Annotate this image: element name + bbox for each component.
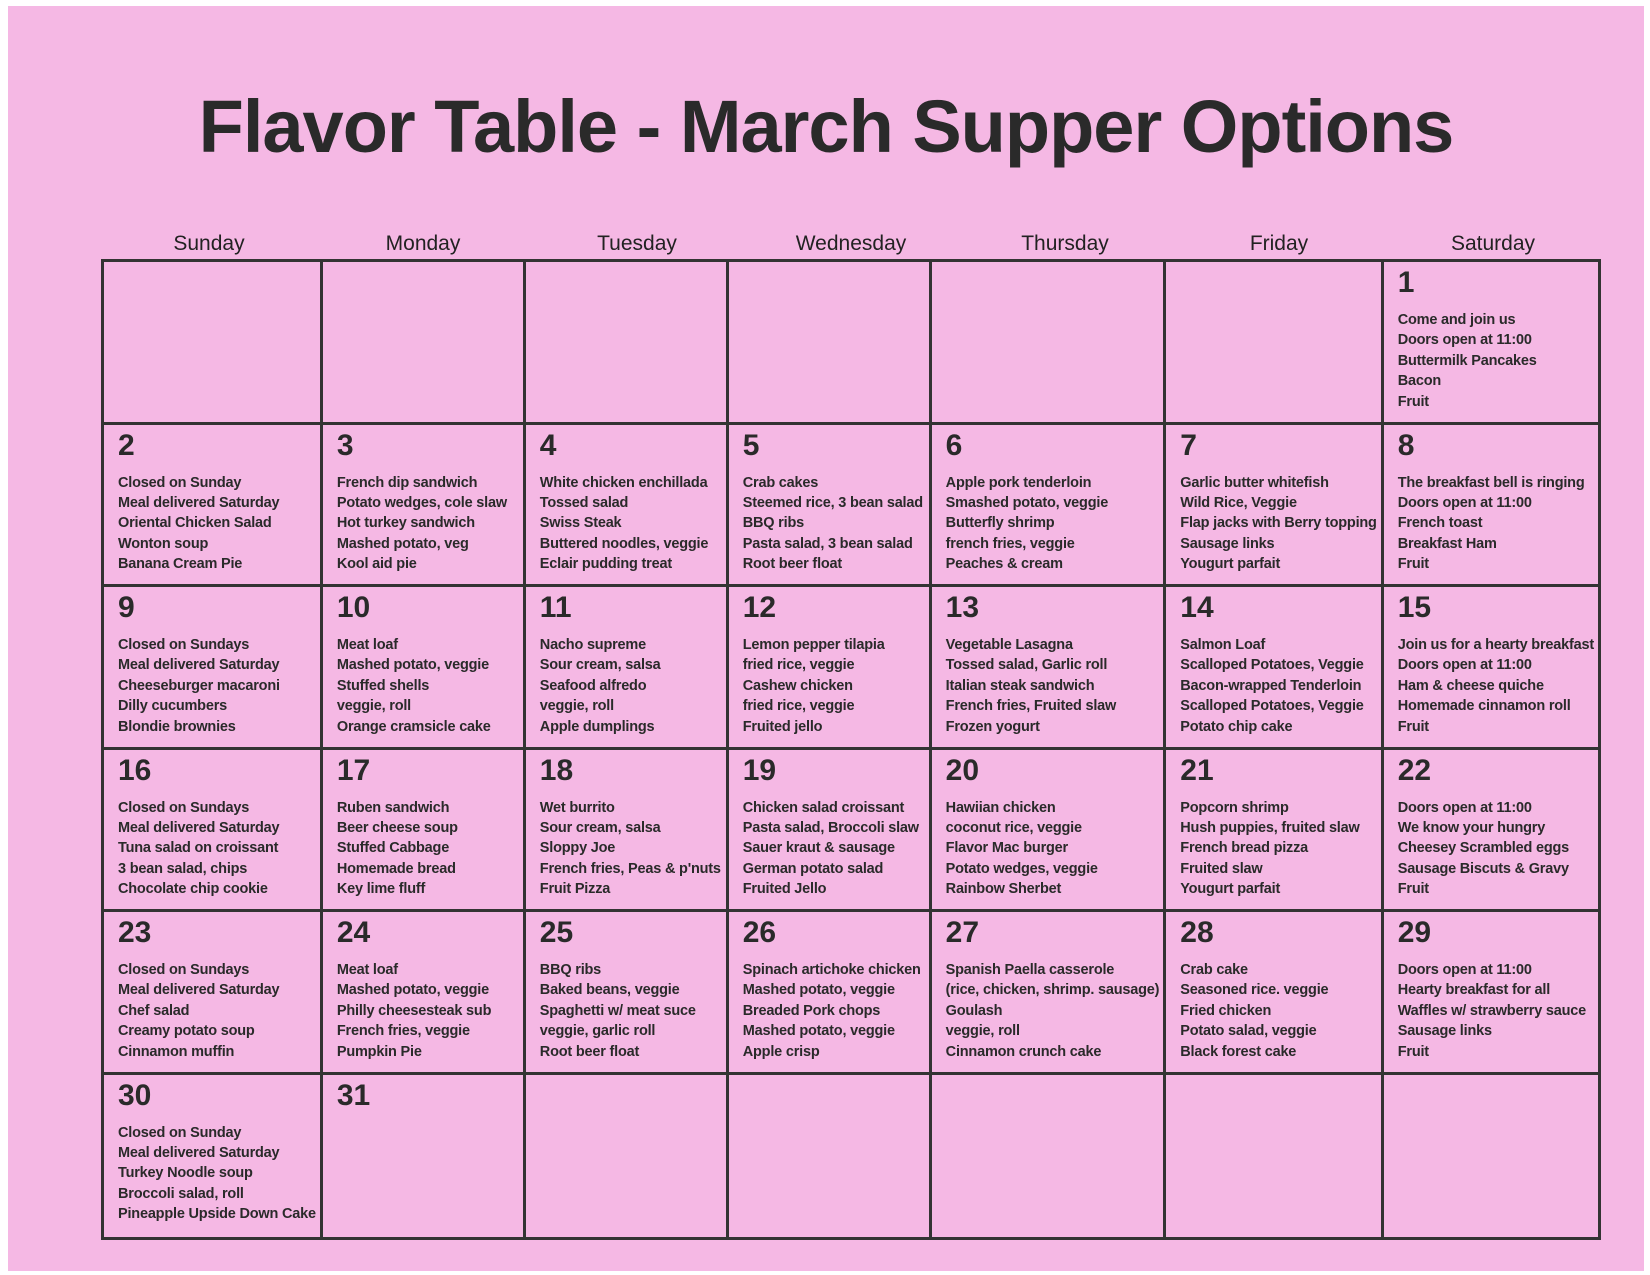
- day-number: 11: [539, 591, 572, 624]
- menu-item: Kool aid pie: [336, 556, 417, 573]
- menu-item: Closed on Sunday: [118, 474, 242, 491]
- menu-list: [118, 473, 316, 575]
- menu-list: [1180, 798, 1376, 900]
- calendar-day-12: [729, 587, 932, 750]
- menu-item: Peaches & cream: [945, 556, 1063, 573]
- menu-item: Doors open at 11:00: [1397, 799, 1532, 816]
- menu-list: [118, 1123, 316, 1225]
- menu-item: veggie, roll: [945, 1023, 1020, 1040]
- menu-item: Popcorn shrimp: [1180, 799, 1289, 816]
- menu-item: Crab cakes: [742, 474, 819, 491]
- day-number: 29: [1397, 916, 1432, 949]
- menu-item: Ruben sandwich: [336, 799, 450, 816]
- menu-item: Meal delivered Saturday: [118, 657, 280, 674]
- menu-item: Breaded Pork chops: [742, 1002, 881, 1019]
- menu-item: Steemed rice, 3 bean salad: [742, 494, 923, 511]
- menu-item: Salmon Loaf: [1180, 637, 1266, 653]
- menu-item: Meal delivered Saturday: [118, 494, 280, 511]
- day-number: 31: [336, 1078, 371, 1112]
- menu-item: Key lime fluff: [336, 881, 426, 898]
- menu-item: Closed on Sundays: [118, 799, 250, 816]
- day-number: 20: [945, 753, 980, 787]
- menu-item: Baked beans, veggie: [539, 982, 680, 999]
- day-number: 8: [1397, 428, 1415, 462]
- menu-item: White chicken enchillada: [539, 474, 708, 491]
- calendar-day-28: [1166, 912, 1383, 1075]
- menu-item: veggie, roll: [539, 698, 614, 715]
- day-number: 26: [742, 916, 777, 949]
- menu-item: Black forest cake: [1180, 1043, 1297, 1060]
- calendar-day-15: [1384, 587, 1598, 750]
- weekday-header-thursday: Thursday: [1021, 232, 1109, 255]
- menu-item: Sausage links: [1180, 535, 1275, 552]
- menu-item: Stuffed shells: [336, 677, 430, 694]
- menu-item: Potato salad, veggie: [1180, 1023, 1317, 1040]
- menu-list: [946, 960, 1160, 1062]
- calendar-day-6: [932, 425, 1167, 588]
- menu-item: Flap jacks with Berry topping: [1180, 515, 1377, 532]
- menu-item: Rainbow Sherbet: [945, 881, 1062, 898]
- menu-item: Fruit: [1397, 718, 1429, 735]
- menu-item: Spinach artichoke chicken: [742, 962, 921, 978]
- menu-item: Scalloped Potatoes, Veggie: [1180, 698, 1364, 715]
- weekday-header-row: [102, 232, 1600, 260]
- day-number: 12: [742, 591, 777, 624]
- menu-item: Meat loaf: [336, 962, 398, 978]
- menu-item: Chicken salad croissant: [742, 799, 905, 816]
- menu-item: Fruit: [1397, 556, 1429, 573]
- menu-item: Doors open at 11:00: [1397, 657, 1532, 674]
- menu-item: Breakfast Ham: [1397, 535, 1497, 552]
- menu-list: [743, 798, 925, 900]
- menu-item: Hush puppies, fruited slaw: [1180, 819, 1360, 836]
- calendar-day-29: [1384, 912, 1598, 1075]
- calendar-empty-cell: [729, 1075, 932, 1238]
- menu-item: Smashed potato, veggie: [945, 494, 1109, 511]
- menu-item: BBQ ribs: [539, 962, 602, 978]
- menu-list: [946, 635, 1160, 737]
- menu-item: Mashed potato, veggie: [336, 657, 489, 674]
- menu-item: Fruit: [1397, 881, 1429, 898]
- menu-item: Seafood alfredo: [539, 677, 647, 694]
- calendar-day-10: [323, 587, 526, 750]
- menu-list: [1398, 798, 1594, 900]
- menu-list: [1398, 635, 1594, 737]
- menu-item: Sausage links: [1397, 1023, 1492, 1040]
- menu-item: Wild Rice, Veggie: [1180, 494, 1297, 511]
- day-number: 9: [118, 591, 135, 624]
- menu-item: Cinnamon crunch cake: [945, 1043, 1102, 1060]
- menu-list: [743, 960, 925, 1062]
- day-number: 21: [1180, 753, 1214, 787]
- menu-item: Hawiian chicken: [945, 799, 1056, 816]
- menu-item: Crab cake: [1180, 962, 1248, 978]
- menu-item: Cheesey Scrambled eggs: [1397, 840, 1570, 857]
- day-number: 19: [742, 753, 777, 787]
- calendar-empty-cell: [323, 262, 526, 425]
- menu-item: Cheeseburger macaroni: [118, 677, 280, 694]
- calendar-day-21: [1166, 750, 1383, 913]
- menu-item: Ham & cheese quiche: [1397, 677, 1544, 694]
- menu-item: fried rice, veggie: [742, 698, 855, 715]
- calendar-empty-cell: [526, 1075, 729, 1238]
- calendar-day-19: [729, 750, 932, 913]
- menu-item: Sauer kraut & sausage: [742, 840, 895, 857]
- menu-list: [540, 635, 722, 737]
- weekday-header-saturday: Saturday: [1450, 232, 1536, 255]
- menu-item: Homemade cinnamon roll: [1397, 698, 1571, 715]
- menu-item: Fried chicken: [1180, 1002, 1272, 1019]
- menu-list: [946, 798, 1160, 900]
- menu-list: [1180, 473, 1376, 575]
- calendar-day-13: [932, 587, 1167, 750]
- menu-item: We know your hungry: [1397, 819, 1546, 836]
- menu-list: [1180, 635, 1376, 737]
- menu-item: Fruited slaw: [1180, 860, 1263, 877]
- day-number: 17: [336, 753, 371, 787]
- day-number: 10: [336, 591, 371, 624]
- weekday-header-sunday: Sunday: [173, 232, 245, 255]
- menu-item: 3 bean salad, chips: [118, 860, 248, 877]
- calendar-day-31: [323, 1075, 526, 1238]
- menu-item: Frozen yogurt: [945, 718, 1040, 735]
- menu-item: Apple dumplings: [539, 718, 655, 735]
- menu-item: Waffles w/ strawberry sauce: [1397, 1002, 1587, 1019]
- menu-item: Chef salad: [118, 1002, 190, 1019]
- menu-item: Meat loaf: [336, 637, 398, 653]
- calendar-day-2: [104, 425, 323, 588]
- weekday-header-tuesday: Tuesday: [597, 232, 677, 255]
- calendar-day-14: [1166, 587, 1383, 750]
- menu-item: Potato wedges, veggie: [945, 860, 1098, 877]
- calendar-day-26: [729, 912, 932, 1075]
- calendar-day-17: [323, 750, 526, 913]
- day-number: 27: [945, 916, 980, 949]
- menu-item: BBQ ribs: [742, 515, 804, 532]
- menu-item: Butterfly shrimp: [945, 515, 1055, 532]
- menu-list: [337, 473, 519, 575]
- menu-item: Fruit Pizza: [539, 881, 611, 898]
- menu-item: Yougurt parfait: [1180, 881, 1281, 898]
- menu-item: German potato salad: [742, 860, 884, 877]
- menu-item: Closed on Sunday: [118, 1124, 242, 1141]
- menu-item: Buttermilk Pancakes: [1397, 352, 1537, 369]
- menu-item: Wonton soup: [118, 535, 209, 552]
- menu-item: Spanish Paella casserole: [945, 962, 1115, 978]
- menu-item: Hearty breakfast for all: [1397, 982, 1551, 999]
- menu-item: Root beer float: [539, 1043, 640, 1060]
- day-number: 18: [539, 753, 574, 787]
- day-number: 6: [945, 428, 963, 462]
- menu-item: Tossed salad: [539, 494, 629, 511]
- menu-item: Doors open at 11:00: [1397, 962, 1532, 978]
- calendar-empty-cell: [526, 262, 729, 425]
- menu-item: Cashew chicken: [742, 677, 853, 694]
- calendar-day-1: [1384, 262, 1598, 425]
- calendar-empty-cell: [1166, 1075, 1383, 1238]
- menu-item: Bacon-wrapped Tenderloin: [1180, 677, 1362, 694]
- menu-list: [1398, 473, 1594, 575]
- weekday-header-wednesday: Wednesday: [795, 232, 907, 255]
- menu-item: French bread pizza: [1180, 840, 1309, 857]
- menu-item: The breakfast bell is ringing: [1397, 474, 1585, 491]
- menu-list: [337, 635, 519, 737]
- menu-list: [946, 473, 1160, 575]
- menu-item: Mashed potato, veggie: [742, 1023, 895, 1040]
- calendar-day-27: [932, 912, 1167, 1075]
- menu-item: Sausage Biscuts & Gravy: [1397, 860, 1569, 877]
- menu-item: Doors open at 11:00: [1397, 494, 1532, 511]
- menu-item: Spaghetti w/ meat suce: [539, 1002, 696, 1019]
- menu-item: Pumpkin Pie: [336, 1043, 422, 1060]
- day-number: 14: [1180, 591, 1214, 624]
- calendar-day-9: [104, 587, 323, 750]
- day-number: 3: [336, 428, 354, 462]
- menu-list: [118, 635, 316, 737]
- menu-item: Apple pork tenderloin: [945, 474, 1092, 491]
- menu-item: Nacho supreme: [539, 637, 646, 653]
- calendar-empty-cell: [1166, 262, 1383, 425]
- menu-item: Wet burrito: [539, 799, 615, 816]
- menu-item: Goulash: [945, 1002, 1003, 1019]
- menu-item: Pasta salad, 3 bean salad: [742, 535, 913, 552]
- calendar-day-22: [1384, 750, 1598, 913]
- menu-list: [743, 473, 925, 575]
- menu-item: Garlic butter whitefish: [1180, 474, 1329, 491]
- day-number: 1: [1397, 266, 1415, 299]
- menu-list: [1180, 960, 1376, 1062]
- menu-item: Turkey Noodle soup: [118, 1165, 253, 1182]
- day-number: 15: [1397, 591, 1432, 624]
- menu-item: Swiss Steak: [539, 515, 622, 532]
- day-number: 23: [118, 916, 152, 949]
- calendar-day-11: [526, 587, 729, 750]
- menu-item: Sour cream, salsa: [539, 657, 661, 674]
- menu-list: [743, 635, 925, 737]
- calendar-day-24: [323, 912, 526, 1075]
- menu-item: French toast: [1397, 515, 1483, 532]
- menu-item: veggie, roll: [336, 698, 412, 715]
- weekday-header-monday: Monday: [385, 232, 461, 255]
- menu-item: Banana Cream Pie: [118, 556, 243, 573]
- day-number: 28: [1180, 916, 1214, 949]
- weekday-header-friday: Friday: [1249, 232, 1309, 255]
- menu-item: Doors open at 11:00: [1397, 332, 1532, 349]
- menu-sheet: [8, 6, 1644, 1271]
- menu-item: Philly cheesesteak sub: [336, 1002, 492, 1019]
- calendar-grid: [101, 259, 1601, 1240]
- menu-item: Buttered noodles, veggie: [539, 535, 709, 552]
- day-number: 25: [539, 916, 574, 949]
- menu-item: Sour cream, salsa: [539, 819, 661, 836]
- menu-item: Broccoli salad, roll: [118, 1185, 244, 1202]
- menu-item: Closed on Sundays: [118, 637, 250, 653]
- day-number: 2: [118, 428, 135, 462]
- calendar-empty-cell: [729, 262, 932, 425]
- menu-list: [1398, 960, 1594, 1062]
- menu-item: Potato wedges, cole slaw: [336, 494, 507, 511]
- calendar-day-5: [729, 425, 932, 588]
- menu-item: Closed on Sundays: [118, 962, 250, 978]
- menu-item: French fries, veggie: [336, 1023, 470, 1040]
- menu-item: Mashed potato, veggie: [742, 982, 895, 999]
- menu-item: Come and join us: [1397, 312, 1516, 328]
- menu-item: Mashed potato, veg: [336, 535, 469, 552]
- menu-list: [118, 798, 316, 900]
- menu-list: [337, 798, 519, 900]
- menu-item: Eclair pudding treat: [539, 556, 672, 573]
- menu-item: Tossed salad, Garlic roll: [945, 657, 1108, 674]
- calendar-day-23: [104, 912, 323, 1075]
- menu-item: Homemade bread: [336, 860, 456, 877]
- menu-item: Scalloped Potatoes, Veggie: [1180, 657, 1364, 674]
- menu-item: french fries, veggie: [945, 535, 1075, 552]
- menu-item: Beer cheese soup: [336, 819, 458, 836]
- menu-item: (rice, chicken, shrimp. sausage): [945, 982, 1160, 999]
- menu-item: Meal delivered Saturday: [118, 1144, 280, 1161]
- calendar-day-18: [526, 750, 729, 913]
- menu-item: French fries, Fruited slaw: [945, 698, 1117, 715]
- calendar-day-8: [1384, 425, 1598, 588]
- menu-item: Yougurt parfait: [1180, 556, 1281, 573]
- menu-item: Hot turkey sandwich: [336, 515, 475, 532]
- menu-item: Oriental Chicken Salad: [118, 515, 272, 532]
- menu-item: Mashed potato, veggie: [336, 982, 489, 999]
- menu-list: [337, 960, 519, 1062]
- menu-item: Fruited jello: [742, 718, 823, 735]
- calendar-day-7: [1166, 425, 1383, 588]
- menu-item: Italian steak sandwich: [945, 677, 1095, 694]
- menu-item: veggie, garlic roll: [539, 1023, 656, 1040]
- menu-item: coconut rice, veggie: [945, 819, 1082, 836]
- calendar-day-30: [104, 1075, 323, 1238]
- menu-list: [118, 960, 316, 1062]
- day-number: 7: [1180, 428, 1197, 462]
- calendar-empty-cell: [1384, 1075, 1598, 1238]
- menu-item: Dilly cucumbers: [118, 698, 228, 715]
- menu-item: Tuna salad on croissant: [118, 840, 279, 857]
- menu-item: Apple crisp: [742, 1043, 820, 1060]
- calendar-day-20: [932, 750, 1167, 913]
- menu-item: French fries, Peas & p'nuts: [539, 860, 721, 877]
- menu-item: Lemon pepper tilapia: [742, 637, 885, 653]
- day-number: 4: [539, 428, 557, 462]
- day-number: 16: [118, 753, 152, 787]
- menu-item: Fruit: [1397, 393, 1429, 410]
- calendar-day-3: [323, 425, 526, 588]
- menu-item: Blondie brownies: [118, 718, 236, 735]
- menu-item: Vegetable Lasagna: [945, 637, 1073, 653]
- menu-list: [540, 798, 722, 900]
- day-number: 24: [336, 916, 371, 949]
- menu-item: Pineapple Upside Down Cake: [118, 1206, 316, 1223]
- menu-item: Creamy potato soup: [118, 1023, 255, 1040]
- calendar-day-25: [526, 912, 729, 1075]
- menu-item: Seasoned rice. veggie: [1180, 982, 1329, 999]
- menu-item: Meal delivered Saturday: [118, 819, 280, 836]
- calendar-day-16: [104, 750, 323, 913]
- menu-item: Cinnamon muffin: [118, 1043, 235, 1060]
- menu-item: Pasta salad, Broccoli slaw: [742, 819, 919, 836]
- menu-item: Flavor Mac burger: [945, 840, 1068, 857]
- page-title: Flavor Table - March Supper Options: [198, 85, 1454, 168]
- menu-item: fried rice, veggie: [742, 657, 855, 674]
- menu-item: Sloppy Joe: [539, 840, 616, 857]
- menu-item: Stuffed Cabbage: [336, 840, 450, 857]
- menu-item: French dip sandwich: [336, 474, 478, 491]
- menu-item: Potato chip cake: [1180, 718, 1293, 735]
- menu-item: Fruit: [1397, 1043, 1429, 1060]
- day-number: 5: [742, 428, 760, 462]
- day-number: 13: [945, 591, 980, 624]
- calendar-day-4: [526, 425, 729, 588]
- menu-item: Chocolate chip cookie: [118, 881, 268, 898]
- menu-list: [1398, 310, 1594, 412]
- menu-item: Meal delivered Saturday: [118, 982, 280, 999]
- menu-item: Orange cramsicle cake: [336, 718, 491, 735]
- menu-list: [540, 473, 722, 575]
- menu-list: [540, 960, 722, 1062]
- menu-item: Join us for a hearty breakfast: [1397, 637, 1594, 653]
- menu-item: Root beer float: [742, 556, 843, 573]
- calendar-empty-cell: [932, 262, 1167, 425]
- day-number: 22: [1397, 753, 1432, 787]
- menu-item: Bacon: [1397, 373, 1442, 390]
- calendar-empty-cell: [932, 1075, 1167, 1238]
- menu-item: Fruited Jello: [742, 881, 827, 898]
- day-number: 30: [118, 1078, 152, 1112]
- calendar-empty-cell: [104, 262, 323, 425]
